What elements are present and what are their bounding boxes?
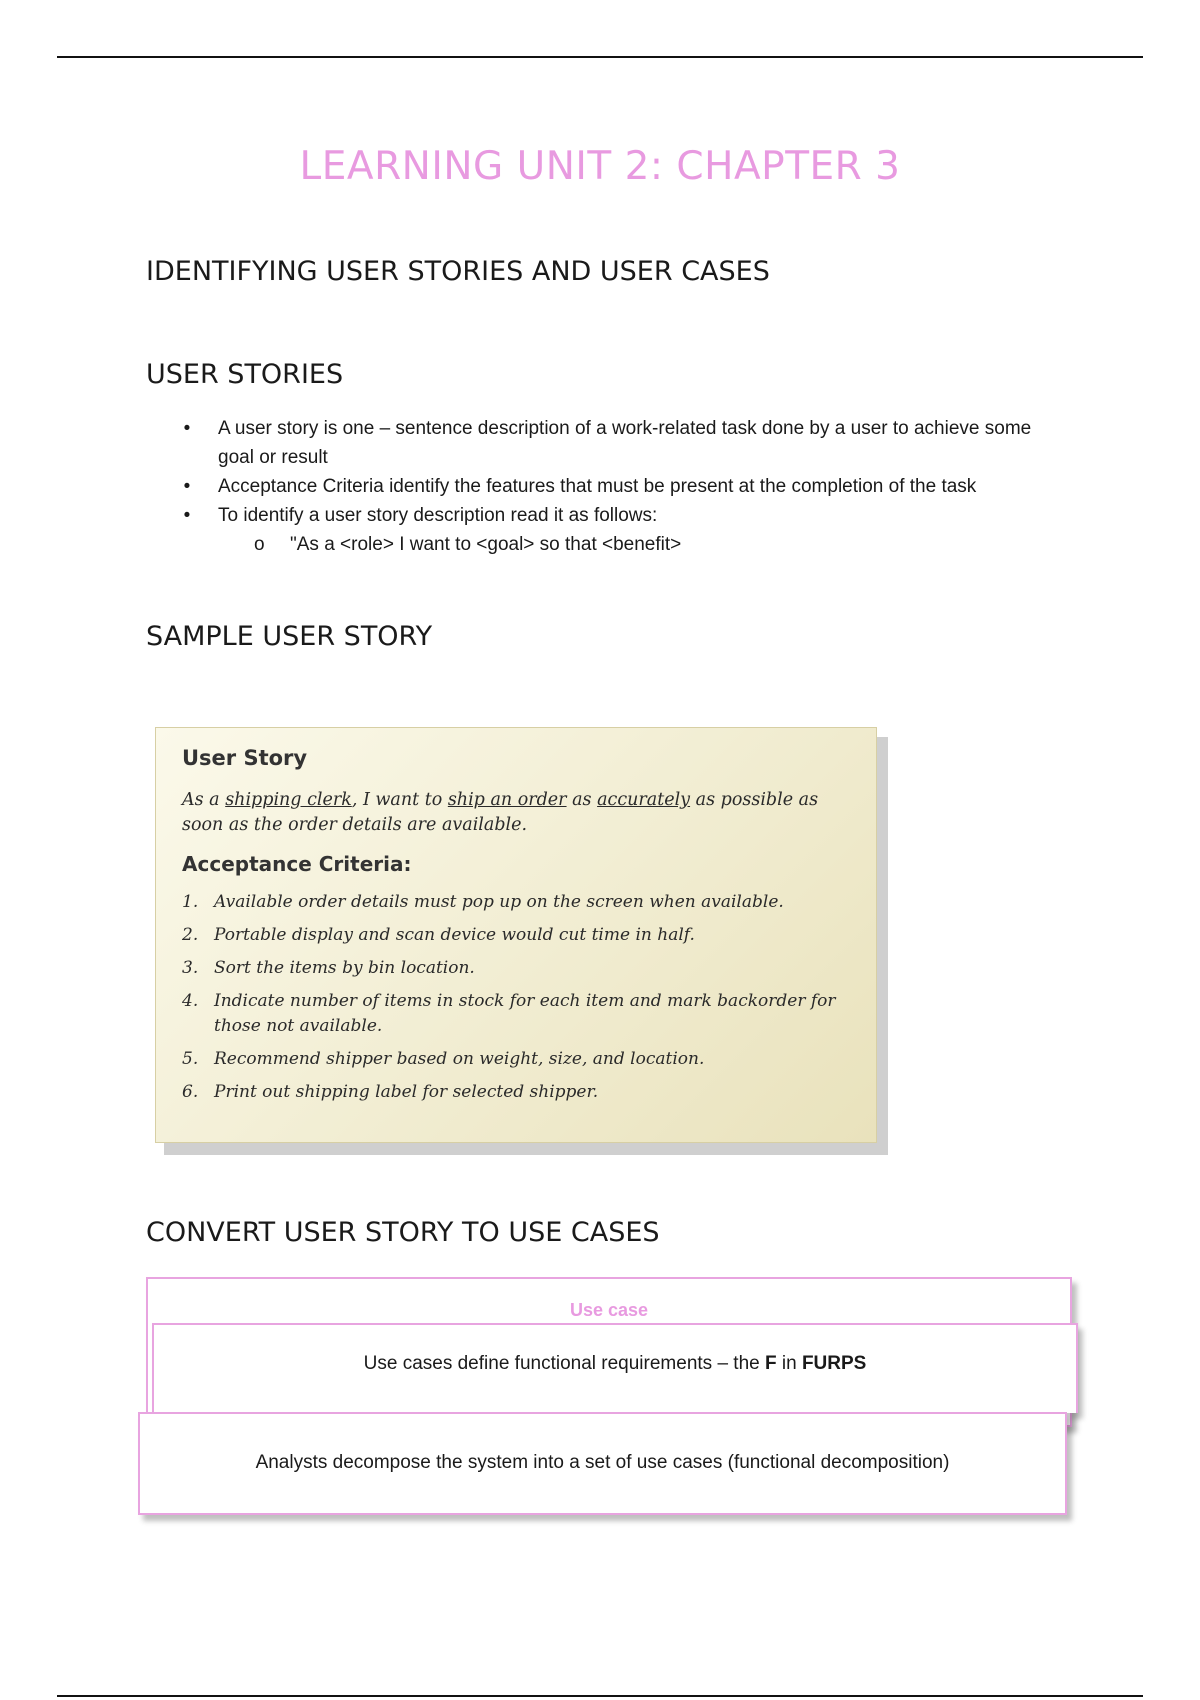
use-case-definition: Use cases define functional requirements – the F in FURPS [363, 1353, 867, 1374]
use-case-label: Use case [569, 1300, 649, 1320]
story-card-heading: User Story [182, 746, 308, 770]
criteria-item: 2. Portable display and scan device would cut time in half. [182, 925, 695, 945]
list-item [180, 414, 1060, 472]
top-rule [57, 56, 1143, 58]
heading-identifying: IDENTIFYING USER STORIES AND USER CASES [146, 256, 770, 287]
bottom-rule [57, 1695, 1143, 1697]
story-text: As a shipping clerk, I want to ship an order as accurately as possible as soon as the order details are available. [182, 790, 819, 835]
bullet-text: Acceptance Criteria identify the features that must be present at the completion of the task [218, 476, 977, 497]
bullet-text: A user story is one – sentence description of a work-related task done by a user to achieve some goal or result [218, 418, 1032, 468]
criteria-item: 6. Print out shipping label for selected shipper. [182, 1082, 599, 1102]
sub-bullet-text: "As a <role> I want to <goal> so that <benefit> [290, 534, 682, 555]
circle-bullet-icon: o [254, 534, 265, 555]
criteria-item: 4. Indicate number of items in stock for each item and mark backorder for those not available. [182, 991, 836, 1036]
sub-list-item [180, 530, 1060, 559]
user-stories-list [180, 414, 1060, 559]
list-item [180, 472, 1060, 501]
heading-sample-user-story: SAMPLE USER STORY [146, 621, 433, 652]
criteria-item: 3. Sort the items by bin location. [182, 958, 475, 978]
bullet-text: To identify a user story description read it as follows: [218, 505, 658, 526]
bullet-icon: • [183, 418, 191, 439]
list-item [180, 501, 1060, 530]
bullet-icon: • [183, 476, 191, 497]
acceptance-criteria-heading: Acceptance Criteria: [182, 852, 412, 876]
page-title: LEARNING UNIT 2: CHAPTER 3 [299, 144, 901, 189]
criteria-item: 1. Available order details must pop up on the screen when available. [182, 892, 784, 912]
criteria-item: 5. Recommend shipper based on weight, size, and location. [182, 1049, 705, 1069]
heading-user-stories: USER STORIES [146, 359, 344, 390]
bullet-icon: • [183, 505, 191, 526]
heading-convert-user-story: CONVERT USER STORY TO USE CASES [146, 1217, 660, 1248]
functional-decomposition-text: Analysts decompose the system into a set of use cases (functional decomposition) [255, 1452, 950, 1473]
user-story-card [155, 727, 877, 1143]
